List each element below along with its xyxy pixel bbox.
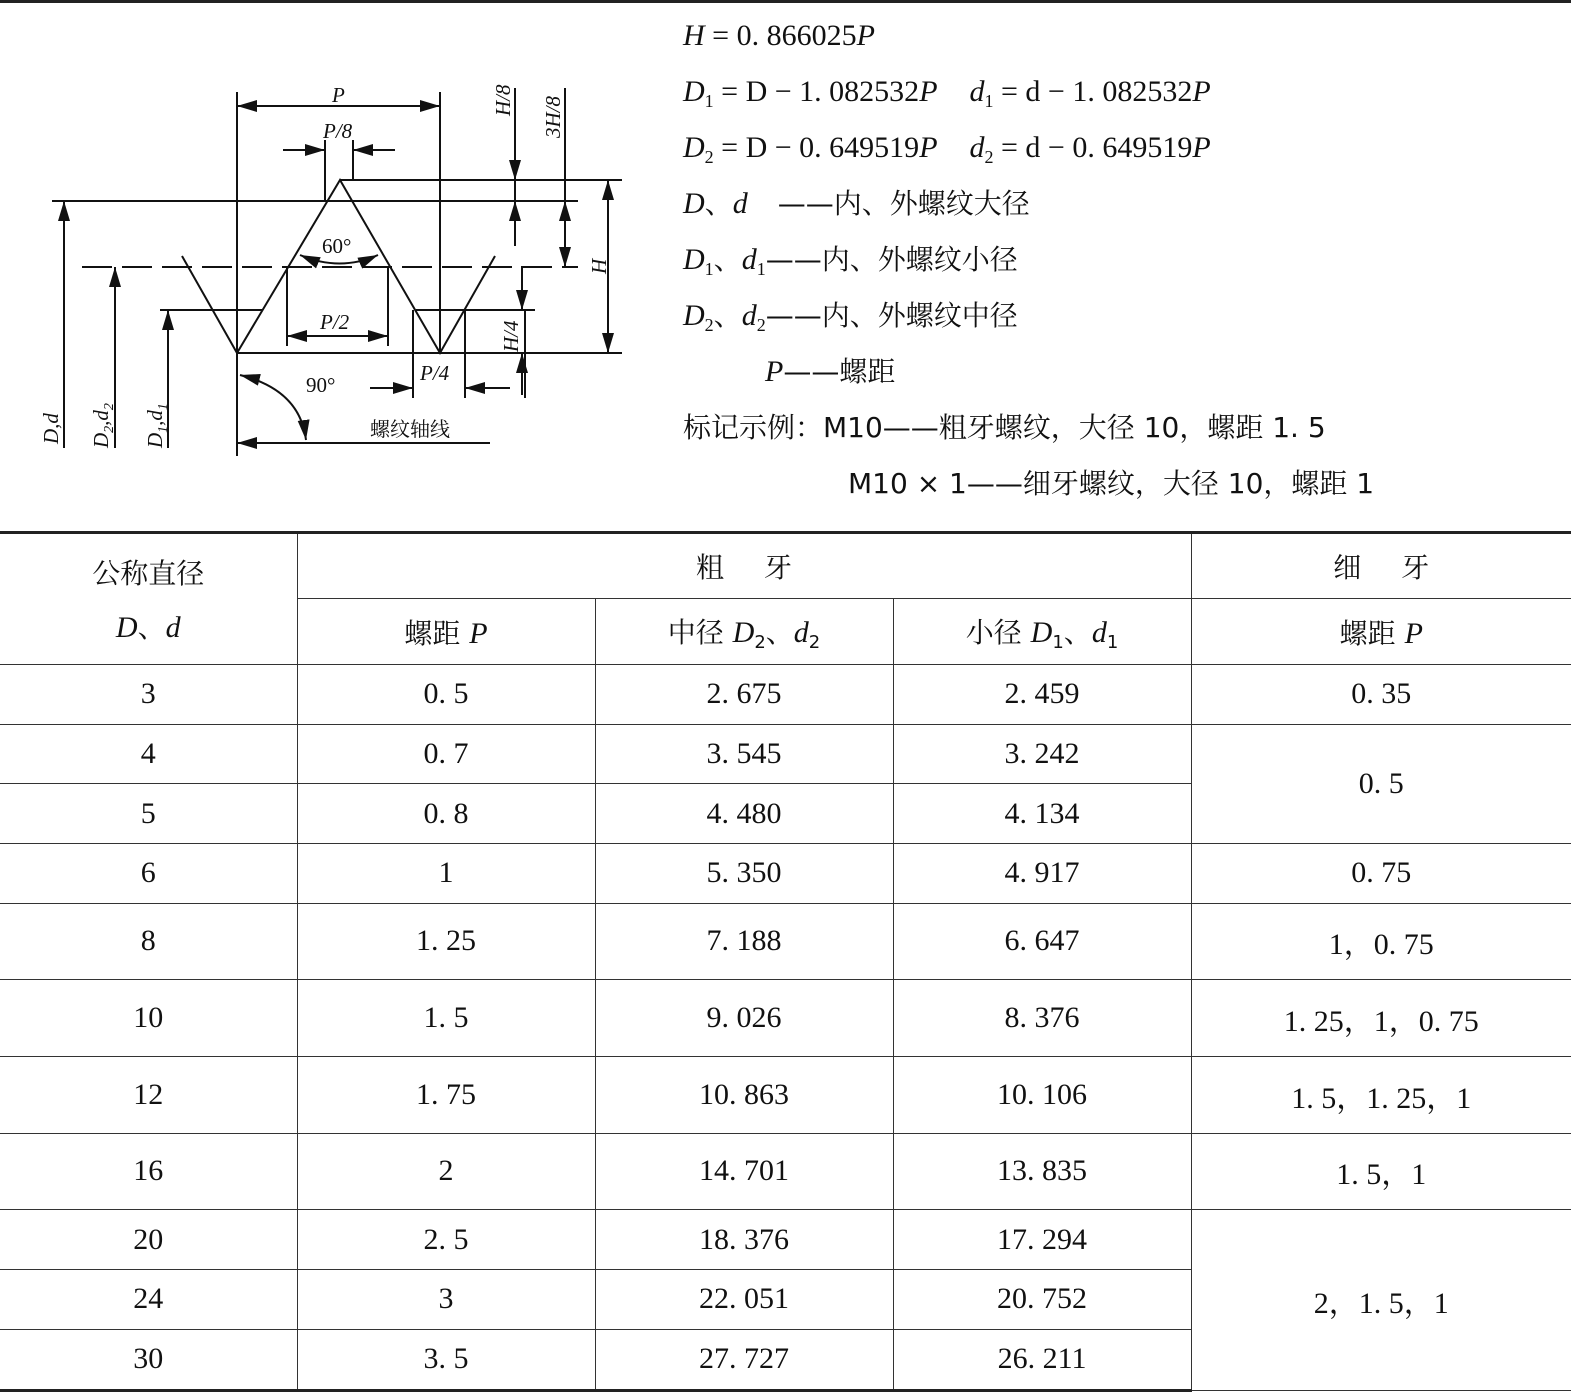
example-1: 标记示例：M10——粗牙螺纹，大径 10，螺距 1. 5 bbox=[683, 411, 1326, 444]
label-h: H bbox=[587, 258, 611, 274]
table-row: 10 1. 5 9. 026 8. 376 1. 25，1，0. 75 bbox=[0, 980, 1571, 1057]
formula-block bbox=[683, 10, 1553, 514]
label-minor-diameter: $D_1,d_1$ bbox=[143, 403, 171, 448]
formula-minor: $D_1 = D - 1$. 082532P $d_1 = d - 1$. 082532P bbox=[683, 75, 1211, 111]
label-p: P bbox=[332, 83, 345, 107]
header-coarse-pitch: 螺距 P bbox=[297, 599, 595, 665]
example-2: M10 × 1——细牙螺纹，大径 10，螺距 1 bbox=[848, 467, 1375, 500]
label-h4: H/4 bbox=[499, 320, 523, 352]
top-rule bbox=[0, 0, 1571, 3]
label-axis: 螺纹轴线 bbox=[370, 417, 450, 441]
label-p8: P/8 bbox=[323, 119, 353, 143]
formula-h: H = 0. 866025P bbox=[683, 19, 875, 52]
table-row: 16 2 14. 701 13. 835 1. 5，1 bbox=[0, 1133, 1571, 1210]
table-row: 30 3. 5 27. 727 26. 211 bbox=[0, 1329, 1571, 1390]
header-pitch-diameter: 中径 $D_2$、$d_2$ bbox=[595, 599, 893, 665]
header-coarse: 粗牙 bbox=[297, 533, 1191, 599]
def-pitch: P——螺距 bbox=[765, 355, 896, 388]
thread-profile-svg bbox=[0, 40, 660, 480]
table-row: 6 1 5. 350 4. 917 0. 75 bbox=[0, 843, 1571, 903]
label-p2: P/2 bbox=[320, 310, 350, 334]
def-minor: $D_1$、$d_1——$内、外螺纹小径 bbox=[683, 243, 1018, 279]
header-row-1 bbox=[0, 533, 1571, 599]
table-row: 4 0. 7 3. 545 3. 242 0. 5 bbox=[0, 724, 1571, 784]
label-p4: P/4 bbox=[420, 361, 450, 385]
label-angle90: 90° bbox=[306, 373, 336, 397]
table-row: 5 0. 8 4. 480 4. 134 bbox=[0, 784, 1571, 844]
table-row: 8 1. 25 7. 188 6. 647 1，0. 75 bbox=[0, 903, 1571, 980]
def-major: D、d ——内、外螺纹大径 bbox=[683, 187, 1030, 220]
label-h8: H/8 bbox=[491, 84, 515, 116]
label-angle60: 60° bbox=[322, 234, 352, 258]
thread-profile-diagram bbox=[0, 40, 660, 480]
thread-spec-table bbox=[0, 531, 1571, 1392]
def-pitch-diameter: $D_2$、$d_2——$内、外螺纹中径 bbox=[683, 299, 1018, 335]
header-minor-diameter: 小径 $D_1$、$d_1$ bbox=[893, 599, 1191, 665]
formula-pitch-dia: $D_2 = D - 0$. 649519P $d_2 = d - 0$. 649519P bbox=[683, 131, 1211, 167]
header-fine-pitch: 螺距 P bbox=[1191, 599, 1571, 665]
header-nominal: 公称直径 D、d bbox=[0, 533, 297, 665]
table-row: 12 1. 75 10. 863 10. 106 1. 5，1. 25，1 bbox=[0, 1056, 1571, 1133]
header-fine: 细牙 bbox=[1191, 533, 1571, 599]
label-major-diameter: D,d bbox=[39, 413, 63, 444]
table-row: 3 0. 5 2. 675 2. 459 0. 35 bbox=[0, 665, 1571, 725]
label-pitch-diameter: $D_2,d_2$ bbox=[89, 403, 117, 448]
label-3h8: 3H/8 bbox=[541, 96, 565, 138]
table-row: 20 2. 5 18. 376 17. 294 2，1. 5，1 bbox=[0, 1210, 1571, 1270]
table-row: 24 3 22. 051 20. 752 bbox=[0, 1269, 1571, 1329]
